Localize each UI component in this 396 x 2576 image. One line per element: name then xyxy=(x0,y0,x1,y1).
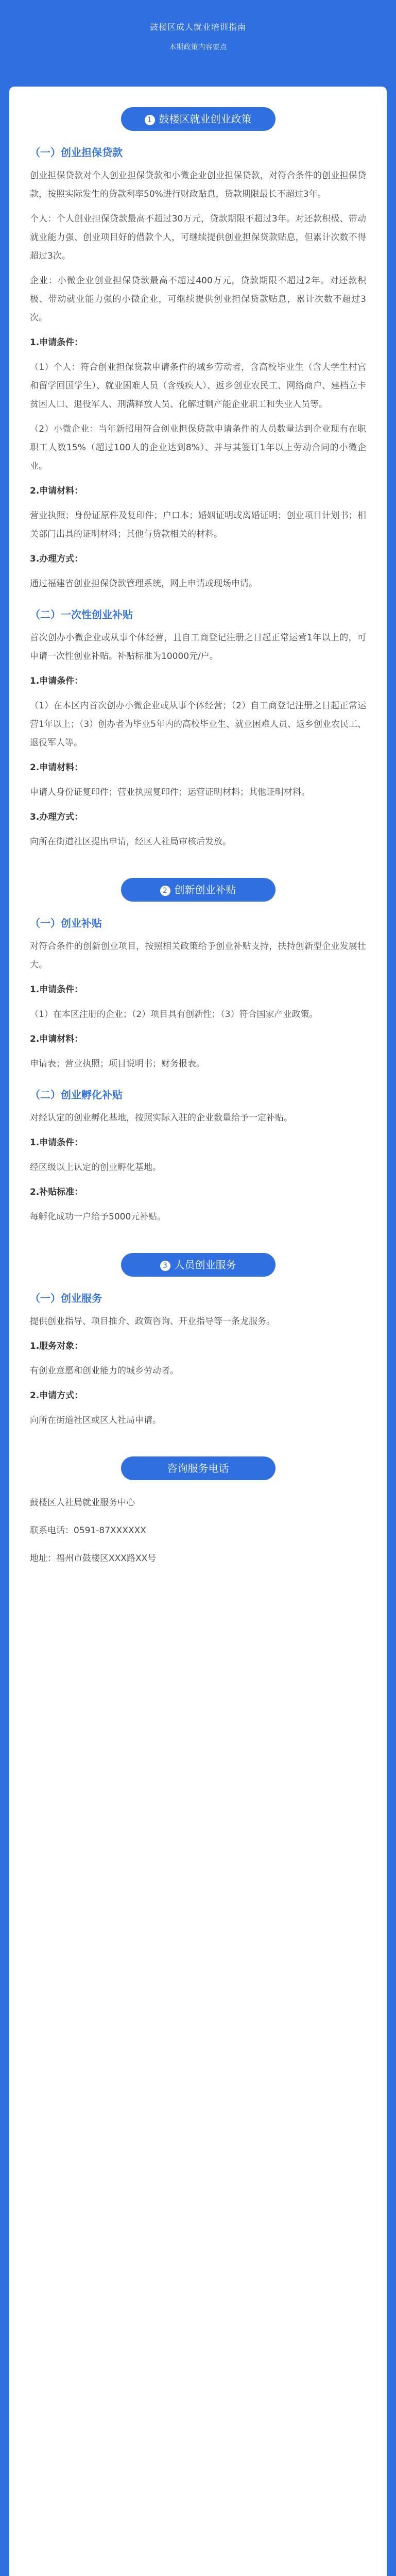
number-icon: 2 xyxy=(160,886,170,896)
item-heading: 3.办理方式： xyxy=(30,812,83,822)
paragraph: 申请人身份证复印件；营业执照复印件；运营证明材料；其他证明材料。 xyxy=(30,787,310,798)
contact-block xyxy=(30,1494,366,1568)
contact-line: 地址：福州市鼓楼区XXX路XX号 xyxy=(30,1553,157,1564)
paragraph: 提供创业指导、项目推介、政策咨询、开业指导等一条龙服务。 xyxy=(30,1316,275,1327)
subsection-title: （二）创业孵化补贴 xyxy=(30,1089,123,1101)
section-3-body xyxy=(30,1290,366,1430)
section-title-1: 1 鼓楼区就业创业政策 xyxy=(121,107,276,131)
paragraph: （2）小微企业：当年新招用符合创业担保贷款申请条件的人员数量达到企业现有在职职工人数15%（超过100人的企业达到8%）、并与其签订1年以上劳动合同的小微企业。 xyxy=(30,424,366,471)
paragraph: 创业担保贷款对个人创业担保贷款和小微企业创业担保贷款，对符合条件的创业担保贷款，按照实际发生的贷款利率50%进行财政贴息，贷款期限最长不超过3年。 xyxy=(30,171,366,199)
hero-banner xyxy=(0,0,396,88)
subsection-title: （二）一次性创业补贴 xyxy=(30,608,133,621)
paragraph: 企业：小微企业创业担保贷款最高不超过400万元，贷款期限不超过2年。对还款积极、带动就业能力强的小微企业，可继续提供创业担保贷款贴息，累计次数不超过3次。 xyxy=(30,276,366,323)
item-heading: 2.申请材料： xyxy=(30,486,83,496)
section-title-2: 2 创新创业补贴 xyxy=(121,878,276,902)
subsection-title: （一）创业补贴 xyxy=(30,917,102,929)
item-heading: 3.办理方式： xyxy=(30,554,83,564)
paragraph: 申请表；营业执照；项目说明书；财务报表。 xyxy=(30,1059,205,1069)
subsection-title: （一）创业担保贷款 xyxy=(30,146,123,159)
item-heading: 2.补贴标准： xyxy=(30,1187,83,1197)
item-heading: 2.申请材料： xyxy=(30,1034,83,1044)
paragraph: 经区级以上认定的创业孵化基地。 xyxy=(30,1162,161,1173)
item-heading: 1.申请条件： xyxy=(30,337,83,348)
subsection-title: （一）创业服务 xyxy=(30,1292,102,1304)
hero-title: 鼓楼区成人就业培训指南 xyxy=(149,22,246,32)
item-heading: 2.申请方式： xyxy=(30,1391,83,1401)
item-heading: 1.申请条件： xyxy=(30,676,83,686)
paragraph: 通过福建省创业担保贷款管理系统，网上申请或现场申请。 xyxy=(30,579,257,589)
number-icon: 1 xyxy=(145,115,155,125)
content-card xyxy=(9,87,387,2576)
item-heading: 2.申请材料： xyxy=(30,762,83,773)
item-heading: 1.申请条件： xyxy=(30,1138,83,1148)
paragraph: 对经认定的创业孵化基地，按照实际入驻的企业数量给予一定补贴。 xyxy=(30,1113,292,1123)
paragraph: 向所在街道社区或区人社局申请。 xyxy=(30,1415,161,1426)
hero-subtitle: 本期政策内容要点 xyxy=(169,43,227,52)
section-2-body xyxy=(30,915,366,1226)
paragraph: （1）在本区内首次创办小微企业或从事个体经营；（2）自工商登记注册之日起正常运营1年以上；（3）创办者为毕业5年内的高校毕业生、就业困难人员、返乡创业农民工、退役军人等。 xyxy=(30,701,366,748)
paragraph: 每孵化成功一户给予5000元补贴。 xyxy=(30,1212,166,1222)
paragraph: （1）个人：符合创业担保贷款申请条件的城乡劳动者，含高校毕业生（含大学生村官和留学回国学生）、就业困难人员（含残疾人）、返乡创业农民工、网络商户、建档立卡贫困人口、退役军人、刑满释放人员、化解过剩产能企业职工和失业人员等。 xyxy=(30,362,366,410)
contact-line: 联系电话：0591-87XXXXXX xyxy=(30,1526,146,1536)
item-heading: 1.服务对象： xyxy=(30,1341,83,1351)
paragraph: 首次创办小微企业或从事个体经营，且自工商登记注册之日起正常运营1年以上的，可申请一次性创业补贴。补贴标准为10000元/户。 xyxy=(30,633,366,662)
number-icon: 3 xyxy=(160,1261,170,1271)
contact-line: 鼓楼区人社局就业服务中心 xyxy=(30,1498,135,1508)
contact-title: 咨询服务电话 xyxy=(121,1456,276,1480)
paragraph: 有创业意愿和创业能力的城乡劳动者。 xyxy=(30,1366,179,1376)
section-1-body xyxy=(30,144,366,851)
paragraph: 营业执照；身份证原件及复印件；户口本；婚姻证明或离婚证明；创业项目计划书；相关部门出具的证明材料；其他与贷款相关的材料。 xyxy=(30,511,366,539)
paragraph: 对符合条件的创新创业项目，按照相关政策给予创业补贴支持，扶持创新型企业发展壮大。 xyxy=(30,941,366,970)
item-heading: 1.申请条件： xyxy=(30,985,83,995)
paragraph: 个人：个人创业担保贷款最高不超过30万元，贷款期限不超过3年。对还款积极、带动就业能力强、创业项目好的借款个人，可继续提供创业担保贷款贴息，但累计次数不得超过3次。 xyxy=(30,214,366,261)
paragraph: （1）在本区注册的企业；（2）项目具有创新性；（3）符合国家产业政策。 xyxy=(30,1009,318,1020)
paragraph: 向所在街道社区提出申请，经区人社局审核后发放。 xyxy=(30,837,231,847)
section-title-3: 3 人员创业服务 xyxy=(121,1253,276,1277)
